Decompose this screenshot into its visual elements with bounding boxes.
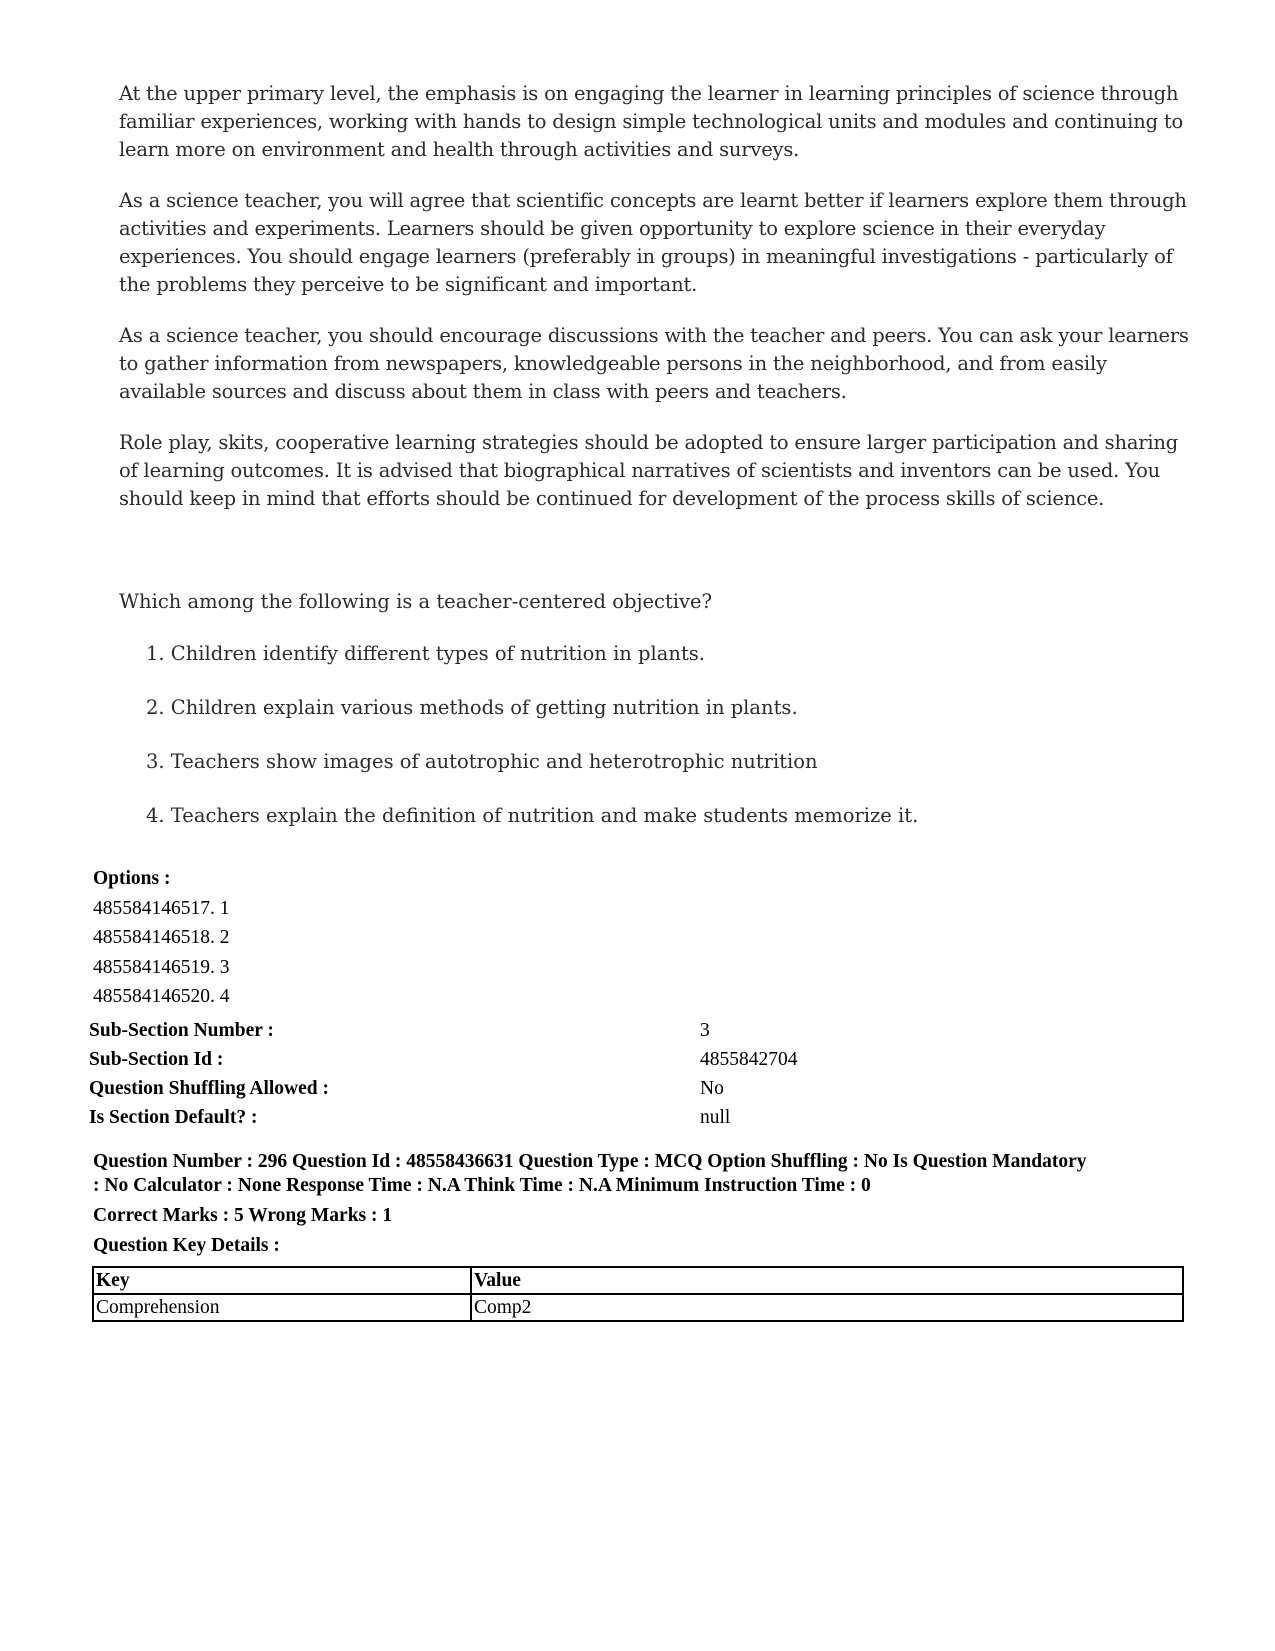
question-choice: 1. Children identify different types of nutrition in plants.: [146, 642, 706, 665]
subsection-label: Sub-Section Number :: [89, 1019, 274, 1041]
table-row: [93, 1294, 1183, 1321]
question-header: [93, 1150, 1183, 1258]
key-cell: Comprehension: [93, 1294, 471, 1321]
value-column-header: Value: [471, 1267, 1183, 1294]
options-block: [93, 864, 230, 1012]
subsection-label: Question Shuffling Allowed :: [89, 1077, 330, 1099]
question-choices: [146, 640, 1146, 856]
subsection-label: Sub-Section Id :: [89, 1048, 224, 1070]
passage-paragraph: As a science teacher, you will agree that scientific concepts are learnt better if learners explore them through activities and experiments. Learners should be given opportunity to explore science in their everyday experiences. You should engage learners (preferably in groups) in meaningful investigations - particularly of the problems they perceive to be significant and important.: [119, 189, 1187, 296]
passage-image: [119, 80, 1191, 536]
subsection-row: [89, 1016, 798, 1045]
subsection-row: [89, 1074, 798, 1103]
options-title: Options :: [93, 868, 171, 889]
question-header-line: Question Number : 296 Question Id : 48558436631 Question Type : MCQ Option Shuffling : No Is Question Mandatory: [93, 1151, 1087, 1172]
passage-paragraph: Role play, skits, cooperative learning strategies should be adopted to ensure larger participation and sharing of learning outcomes. It is advised that biographical narratives of scientists and inventors can be used. You should keep in mind that efforts should be continued for development of the process skills of science.: [119, 431, 1179, 510]
subsection-value: null: [700, 1106, 731, 1128]
subsection-row: [89, 1045, 798, 1074]
question-text: Which among the following is a teacher-centered objective?: [119, 590, 713, 613]
subsection-value: No: [700, 1077, 724, 1099]
question-header-line: : No Calculator : None Response Time : N.A Think Time : N.A Minimum Instruction Time : 0: [93, 1175, 871, 1196]
option-item: 485584146518. 2: [93, 927, 230, 948]
key-details-table: [92, 1266, 1184, 1322]
passage-paragraph: As a science teacher, you should encourage discussions with the teacher and peers. You can ask your learners to gather information from newspapers, knowledgeable persons in the neighborhood, and from easily available sources and discuss about them in class with peers and teachers.: [119, 324, 1189, 403]
subsection-value: 3: [700, 1019, 710, 1041]
subsection-value: 4855842704: [700, 1048, 798, 1070]
passage-paragraph: At the upper primary level, the emphasis is on engaging the learner in learning principles of science through familiar experiences, working with hands to design simple technological units and modules and continuing to learn more on environment and health through activities and surveys.: [119, 82, 1184, 161]
question-choice: 2. Children explain various methods of getting nutrition in plants.: [146, 696, 798, 719]
option-item: 485584146517. 1: [93, 897, 230, 919]
subsection-table: [89, 1016, 798, 1132]
question-choice: 4. Teachers explain the definition of nutrition and make students memorize it.: [146, 804, 919, 827]
key-column-header: Key: [93, 1267, 471, 1294]
question-marks: Correct Marks : 5 Wrong Marks : 1: [93, 1205, 393, 1226]
key-details-title: Question Key Details :: [93, 1235, 280, 1256]
subsection-row: [89, 1103, 798, 1132]
value-cell: Comp2: [471, 1294, 1183, 1321]
question-choice: 3. Teachers show images of autotrophic and heterotrophic nutrition: [146, 750, 818, 773]
option-item: 485584146520. 4: [93, 986, 230, 1007]
subsection-label: Is Section Default? :: [89, 1106, 258, 1128]
key-table-header-row: [93, 1267, 1183, 1294]
option-item: 485584146519. 3: [93, 956, 230, 978]
